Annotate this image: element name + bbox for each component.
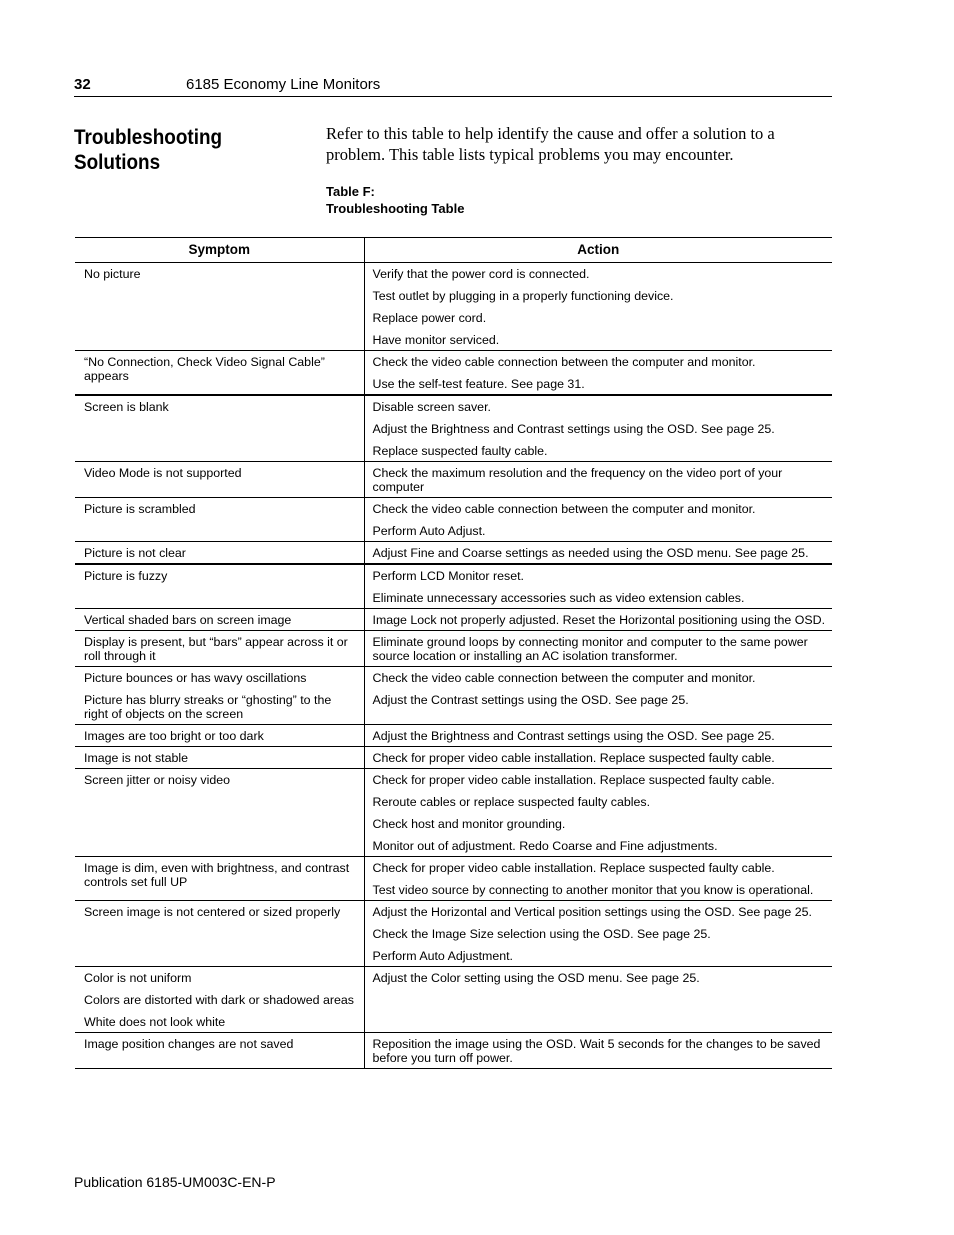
- table-row: [75, 462, 832, 498]
- action-cell: [364, 351, 832, 396]
- action-text: Perform Auto Adjustment.: [372, 949, 513, 963]
- action-cell: [364, 967, 832, 1033]
- action-text: Reroute cables or replace suspected faulty cables.: [372, 795, 651, 809]
- symptom-text: Screen is blank: [84, 400, 169, 414]
- action-text: Replace suspected faulty cable.: [372, 444, 548, 458]
- action-cell: [364, 769, 832, 857]
- section-title: Troubleshooting Solutions: [74, 126, 223, 174]
- table-row: [75, 351, 832, 396]
- table-row: [75, 967, 832, 1033]
- column-header-action: Action: [364, 238, 832, 263]
- symptom-cell: [75, 725, 364, 747]
- symptom-cell: [75, 395, 364, 462]
- table-row: [75, 498, 832, 542]
- symptom-text: White does not look white: [84, 1015, 226, 1029]
- symptom-cell: [75, 967, 364, 1033]
- symptom-text: No picture: [84, 267, 141, 281]
- action-text: Adjust the Color setting using the OSD menu. See page 25.: [372, 971, 700, 985]
- action-cell: [364, 498, 832, 542]
- symptom-cell: [75, 1033, 364, 1069]
- action-text: Test outlet by plugging in a properly functioning device.: [372, 289, 674, 303]
- action-text: Adjust the Horizontal and Vertical position settings using the OSD. See page 25.: [372, 905, 812, 919]
- action-text: Check the video cable connection between the computer and monitor.: [372, 355, 756, 369]
- action-text: Disable screen saver.: [372, 400, 491, 414]
- table-row: [75, 901, 832, 967]
- action-cell: [364, 1033, 832, 1069]
- publication-footer: Publication 6185-UM003C-EN-P: [74, 1174, 276, 1190]
- action-text: Check the video cable connection between the computer and monitor.: [372, 671, 756, 685]
- action-text: Adjust the Contrast settings using the OSD. See page 25.: [372, 693, 689, 707]
- table-row: [75, 609, 832, 631]
- symptom-text: Color is not uniform: [84, 971, 192, 985]
- table-row: [75, 263, 832, 351]
- table-row: [75, 564, 832, 609]
- table-row: [75, 725, 832, 747]
- symptom-text: Picture is fuzzy: [84, 569, 168, 583]
- symptom-cell: [75, 769, 364, 857]
- symptom-text: Screen jitter or noisy video: [84, 773, 231, 787]
- table-row: [75, 747, 832, 769]
- symptom-text: Video Mode is not supported: [84, 466, 242, 480]
- page-number: 32: [74, 76, 91, 93]
- symptom-cell: [75, 609, 364, 631]
- symptom-text: Image is dim, even with brightness, and contrast controls set full UP: [84, 861, 350, 889]
- symptom-text: Vertical shaded bars on screen image: [84, 613, 292, 627]
- symptom-text: Images are too bright or too dark: [84, 729, 264, 743]
- action-cell: [364, 631, 832, 667]
- action-text: Perform LCD Monitor reset.: [372, 569, 524, 583]
- action-text: Adjust Fine and Coarse settings as needed using the OSD menu. See page 25.: [372, 546, 809, 560]
- action-text: Adjust the Brightness and Contrast settings using the OSD. See page 25.: [372, 422, 775, 436]
- action-text: Check for proper video cable installation. Replace suspected faulty cable.: [372, 773, 775, 787]
- table-body: [75, 263, 832, 1069]
- symptom-text: Colors are distorted with dark or shadowed areas: [84, 993, 354, 1007]
- action-text: Check for proper video cable installation. Replace suspected faulty cable.: [372, 861, 775, 875]
- symptom-text: Display is present, but “bars” appear across it or roll through it: [84, 635, 348, 663]
- symptom-cell: [75, 631, 364, 667]
- symptom-cell: [75, 498, 364, 542]
- action-cell: [364, 747, 832, 769]
- action-cell: [364, 609, 832, 631]
- action-text: Eliminate ground loops by connecting monitor and computer to the same power source location or installing an AC isolation transformer.: [372, 635, 808, 663]
- symptom-text: Picture is scrambled: [84, 502, 196, 516]
- table-caption-title: Troubleshooting Table: [326, 200, 465, 216]
- action-cell: [364, 395, 832, 462]
- symptom-text: Image position changes are not saved: [84, 1037, 294, 1051]
- table-row: [75, 667, 832, 725]
- symptom-cell: [75, 542, 364, 565]
- action-text: Verify that the power cord is connected.: [372, 267, 590, 281]
- table-caption-label: Table F:: [326, 184, 375, 199]
- action-cell: [364, 667, 832, 725]
- action-text: Check the Image Size selection using the OSD. See page 25.: [372, 927, 711, 941]
- symptom-cell: [75, 857, 364, 901]
- action-text: Check for proper video cable installation. Replace suspected faulty cable.: [372, 751, 775, 765]
- action-cell: [364, 542, 832, 565]
- action-text: Test video source by connecting to another monitor that you know is operational.: [372, 883, 814, 897]
- action-cell: [364, 462, 832, 498]
- symptom-cell: [75, 263, 364, 351]
- page-header: [74, 76, 832, 97]
- symptom-text: Picture is not clear: [84, 546, 186, 560]
- symptom-text: Screen image is not centered or sized properly: [84, 905, 341, 919]
- action-text: Check the video cable connection between the computer and monitor.: [372, 502, 756, 516]
- column-header-symptom: Symptom: [75, 238, 364, 263]
- action-text: Perform Auto Adjust.: [372, 524, 486, 538]
- action-text: Have monitor serviced.: [372, 333, 500, 347]
- symptom-text: Picture has blurry streaks or “ghosting” to the right of objects on the screen: [84, 693, 332, 721]
- section-intro: Refer to this table to help identify the cause and offer a solution to a problem. This table lists typical problems you may encounter.: [326, 124, 775, 164]
- table-row: [75, 857, 832, 901]
- action-text: Use the self-test feature. See page 31.: [372, 377, 585, 391]
- action-cell: [364, 725, 832, 747]
- symptom-text: “No Connection, Check Video Signal Cable” appears: [84, 355, 325, 383]
- symptom-cell: [75, 667, 364, 725]
- symptom-cell: [75, 462, 364, 498]
- action-cell: [364, 901, 832, 967]
- symptom-cell: [75, 747, 364, 769]
- action-text: Adjust the Brightness and Contrast settings using the OSD. See page 25.: [372, 729, 775, 743]
- action-text: Reposition the image using the OSD. Wait 5 seconds for the changes to be saved before you turn off power.: [372, 1037, 821, 1065]
- symptom-text: Picture bounces or has wavy oscillations: [84, 671, 307, 685]
- troubleshooting-table: [75, 237, 832, 1069]
- action-text: Check host and monitor grounding.: [372, 817, 566, 831]
- table-row: [75, 1033, 832, 1069]
- symptom-cell: [75, 901, 364, 967]
- action-cell: [364, 857, 832, 901]
- action-text: Monitor out of adjustment. Redo Coarse and Fine adjustments.: [372, 839, 718, 853]
- symptom-cell: [75, 564, 364, 609]
- table-caption: [326, 184, 464, 217]
- table-header-row: [75, 238, 832, 263]
- symptom-cell: [75, 351, 364, 396]
- action-text: Image Lock not properly adjusted. Reset the Horizontal positioning using the OSD.: [372, 613, 826, 627]
- action-cell: [364, 263, 832, 351]
- action-text: Replace power cord.: [372, 311, 487, 325]
- action-text: Check the maximum resolution and the frequency on the video port of your computer: [372, 466, 783, 494]
- action-cell: [364, 564, 832, 609]
- document-title: 6185 Economy Line Monitors: [186, 76, 381, 93]
- table-row: [75, 542, 832, 565]
- table-row: [75, 769, 832, 857]
- action-text: Eliminate unnecessary accessories such as video extension cables.: [372, 591, 745, 605]
- symptom-text: Image is not stable: [84, 751, 189, 765]
- table-row: [75, 395, 832, 462]
- table-row: [75, 631, 832, 667]
